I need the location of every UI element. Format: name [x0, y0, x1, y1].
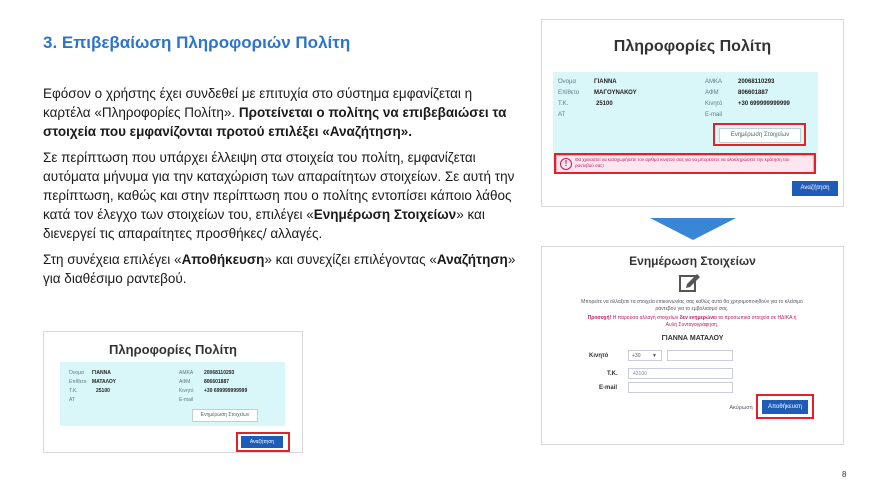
paragraph-1: Εφόσον ο χρήστης έχει συνδεθεί με επιτυχία στο σύστημα εμφανίζεται η καρτέλα «Πληροφορίες Πολίτη». Προτείνεται ο πολίτης να επιβεβαιώσει τα στοιχεία που εμφανίζονται προτού επιλέξει «Αναζήτηση». [43, 86, 507, 139]
edit-icon [679, 272, 701, 292]
highlight-box [713, 123, 806, 146]
paragraph-3: Στη συνέχεια επιλέγει «Αποθήκευση» και συνεχίζει επιλέγοντας «Αναζήτηση» για διαθέσιμο ραντεβού. [43, 252, 516, 286]
page-number: 8 [842, 470, 847, 479]
instructions-text [43, 84, 523, 295]
citizen-name: ΓΙΑΝΝΑ ΜΑΤΑΛΟΥ [661, 335, 724, 342]
page-heading: 3. Επιβεβαίωση Πληροφοριών Πολίτη [43, 33, 351, 52]
citizen-info-screenshot-small: Πληροφορίες Πολίτη Όνομα ΓΙΑΝΝΑ Επίθετο ΜΑΤΑΛΟΥ Τ.Κ. 25100 ΑΤ ΑΜΚΑ 20068110293 ΑΦΜ 806601887 Κινητό +30 699999999999 E-mail Ενημέρωση Στοιχείων Αναζήτηση [43, 331, 303, 453]
form-intro: Μπορείτε να αλλάξετε τα στοιχεία επικοινωνίας σας καθώς αυτά θα χρησιμοποιηθούν για το κλείσιμο ραντεβού για το εμβολιασμό σας. [581, 299, 803, 312]
highlight-box [554, 153, 816, 174]
mobile-label: Κινητό [589, 353, 609, 359]
paragraph-2: Σε περίπτωση που υπάρχει έλλειψη στα στοιχεία του πολίτη, εμφανίζεται αυτόματα μήνυμα για την καταχώριση των απαραίτητων στοιχείων. Σε αυτή την περίπτωση, καθώς και στην περίπτωση που ο πολίτης εντοπίσει κάποιο λάθος κατά τον έλεγχο των στοιχείων του, επιλέγει «Ενημέρωση Στοιχείων» και διενεργεί τις απαραίτητες προσθήκες/ αλλαγές. [43, 150, 515, 241]
update-info-button[interactable]: Ενημέρωση Στοιχείων [192, 409, 258, 422]
card-title: Πληροφορίες Πολίτη [109, 342, 237, 357]
postal-label: Τ.Κ. [607, 371, 618, 377]
mobile-prefix-select[interactable]: +30 ▼ [628, 350, 662, 361]
highlight-box [756, 394, 814, 419]
form-note: Προσοχή! Η παρούσα αλλαγή στοιχείων δεν ενημερώνει τα προσωπικά στοιχεία σε ΗΔΙΚΑ ή Αυλή Συνταγογράφηση. [587, 315, 797, 328]
warning-icon: ! [560, 158, 572, 170]
search-button[interactable]: Αναζήτηση [792, 181, 838, 196]
search-button[interactable]: Αναζήτηση [241, 436, 283, 448]
missing-info-warning: ! Θα χρειαστεί να καταχωρήσετε τον αριθμό κινητού σας για να μπορέσετε να ολοκληρώσετε την κράτηση του ραντεβού σας! [556, 155, 814, 173]
postal-input[interactable]: 43100 [628, 368, 733, 379]
highlight-box [236, 432, 290, 452]
email-label: E-mail [599, 385, 618, 391]
mobile-input[interactable] [667, 350, 733, 361]
form-title: Ενημέρωση Στοιχείων [629, 254, 756, 268]
update-info-button[interactable]: Ενημέρωση Στοιχείων [719, 128, 801, 143]
info-box [553, 72, 818, 163]
chevron-down-icon: ▼ [652, 353, 657, 359]
card-title: Πληροφορίες Πολίτη [613, 38, 772, 55]
save-button[interactable]: Αποθήκευση [762, 400, 808, 414]
update-info-screenshot [541, 246, 844, 445]
citizen-info-screenshot: Πληροφορίες Πολίτη Όνομα ΓΙΑΝΝΑ Επίθετο ΜΑΓΟΥΝΑΚΟΥ Τ.Κ. 25100 ΑΤ ΑΜΚΑ 20068110293 ΑΦΜ 806601887 Κινητό +30 699999999999 E-mail Ενημέρωση Στοιχείων ! Θα χρειαστεί να καταχωρήσετε τον αριθμό κινητού σας για να μπορέσετε να ολοκληρώσετε την κράτηση του ραντεβού σας! Αναζήτηση [541, 19, 844, 207]
arrow-down-icon [650, 218, 736, 240]
cancel-button[interactable]: Ακύρωση [729, 405, 753, 411]
email-input[interactable] [628, 382, 733, 393]
